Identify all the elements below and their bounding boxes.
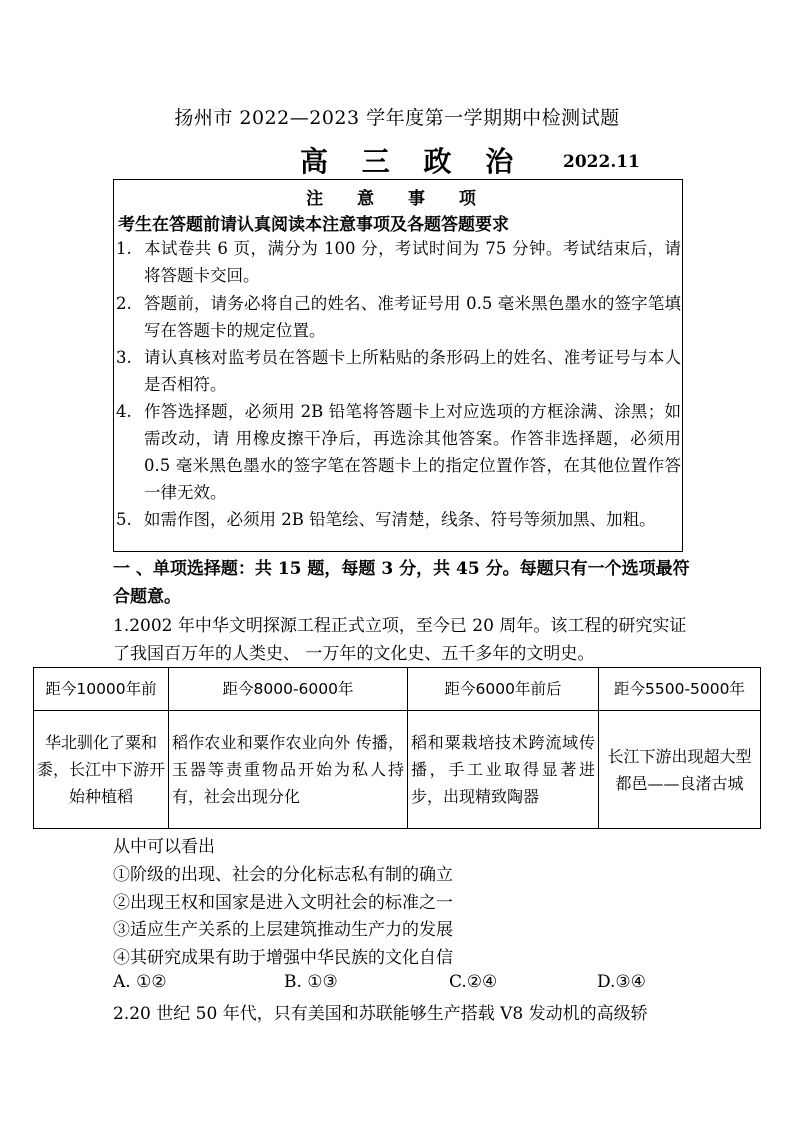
notice-item-number: 4. bbox=[116, 402, 132, 421]
statement-option: ②出现王权和国家是进入文明社会的标准之一 bbox=[113, 893, 453, 913]
notice-item-number: 3. bbox=[116, 348, 132, 367]
choice-d: D.③④ bbox=[597, 972, 646, 992]
exam-date: 2022.11 bbox=[563, 152, 640, 172]
notice-item-text: 答题前，请务必将自己的姓名、准考证号用 0.5 毫米黑色墨水的签字笔填写在答题卡的规定位置。 bbox=[144, 294, 681, 340]
notice-item-number: 2. bbox=[116, 294, 132, 313]
notice-item-number: 1. bbox=[116, 239, 132, 258]
choice-b: B. ①③ bbox=[284, 972, 338, 992]
notice-item-text: 本试卷共 6 页，满分为 100 分，考试时间为 75 分钟。考试结束后，请将答题卡交回。 bbox=[144, 239, 681, 285]
question-1-stem: 1.2002 年中华文明探源工程正式立项，至今已 20 周年。该工程的研究实证了我国百万年的人类史、 一万年的文化史、五千多年的文明史。 bbox=[113, 616, 687, 664]
notice-item-text: 请认真核对监考员在答题卡上所粘贴的条形码上的姓名、准考证号与本人是否相符。 bbox=[144, 348, 681, 394]
choice-a: A. ①② bbox=[113, 972, 167, 992]
table-header-cell: 距今8000-6000年 bbox=[169, 668, 408, 711]
subject-title: 高 三 政 治 bbox=[300, 145, 526, 178]
notice-lead: 考生在答题前请认真阅读本注意事项及各题答题要求 bbox=[118, 215, 509, 235]
notice-item-number: 5. bbox=[116, 510, 132, 529]
section-heading: 一 、单项选择题：共 15 题，每题 3 分，共 45 分。每题只有一个选项最符合题意。 bbox=[113, 559, 690, 607]
statement-option: ④其研究成果有助于增强中华民族的文化自信 bbox=[113, 948, 453, 968]
table-cell: 华北驯化了粟和黍，长江中下游开始种植稻 bbox=[34, 711, 169, 829]
question-1-lead: 从中可以看出 bbox=[113, 837, 215, 857]
table-header-cell: 距今6000年前后 bbox=[408, 668, 599, 711]
table-header-row bbox=[34, 668, 761, 711]
table-cell: 稻作农业和粟作农业向外 传播，玉器等责重物品开始为私人持有，社会出现分化 bbox=[169, 711, 408, 829]
timeline-table bbox=[33, 667, 761, 829]
notice-item-text: 如需作图，必须用 2B 铅笔绘、写清楚，线条、符号等须加黑、加粗。 bbox=[144, 510, 656, 529]
table-cell: 稻和粟栽培技术跨流域传播，手工业取得显著进步，出现精致陶器 bbox=[408, 711, 599, 829]
notice-item-text: 作答选择题，必须用 2B 铅笔将答题卡上对应选项的方框涂满、涂黑；如需改动，请 用橡皮擦干净后，再选涂其他答案。作答非选择题，必须用 0.5 毫米黑色墨水的签字笔在答题卡上的指定位置作答，在其他位置作答一律无效。 bbox=[144, 402, 681, 502]
table-header-cell: 距今10000年前 bbox=[34, 668, 169, 711]
statement-option: ①阶级的出现、社会的分化标志私有制的确立 bbox=[113, 865, 453, 885]
notice-box bbox=[113, 179, 683, 552]
choice-c: C.②④ bbox=[449, 972, 498, 992]
exam-title: 扬州市 2022—2023 学年度第一学期期中检测试题 bbox=[174, 107, 620, 129]
question-2-stem: 2.20 世纪 50 年代，只有美国和苏联能够生产搭载 V8 发动机的高级轿 bbox=[113, 1004, 648, 1024]
table-row bbox=[34, 711, 761, 829]
notice-title: 注 意 事 项 bbox=[306, 189, 490, 209]
statement-option: ③适应生产关系的上层建筑推动生产力的发展 bbox=[113, 920, 453, 940]
table-header-cell: 距今5500-5000年 bbox=[599, 668, 761, 711]
table-cell: 长江下游出现超大型都邑——良渚古城 bbox=[599, 711, 761, 829]
